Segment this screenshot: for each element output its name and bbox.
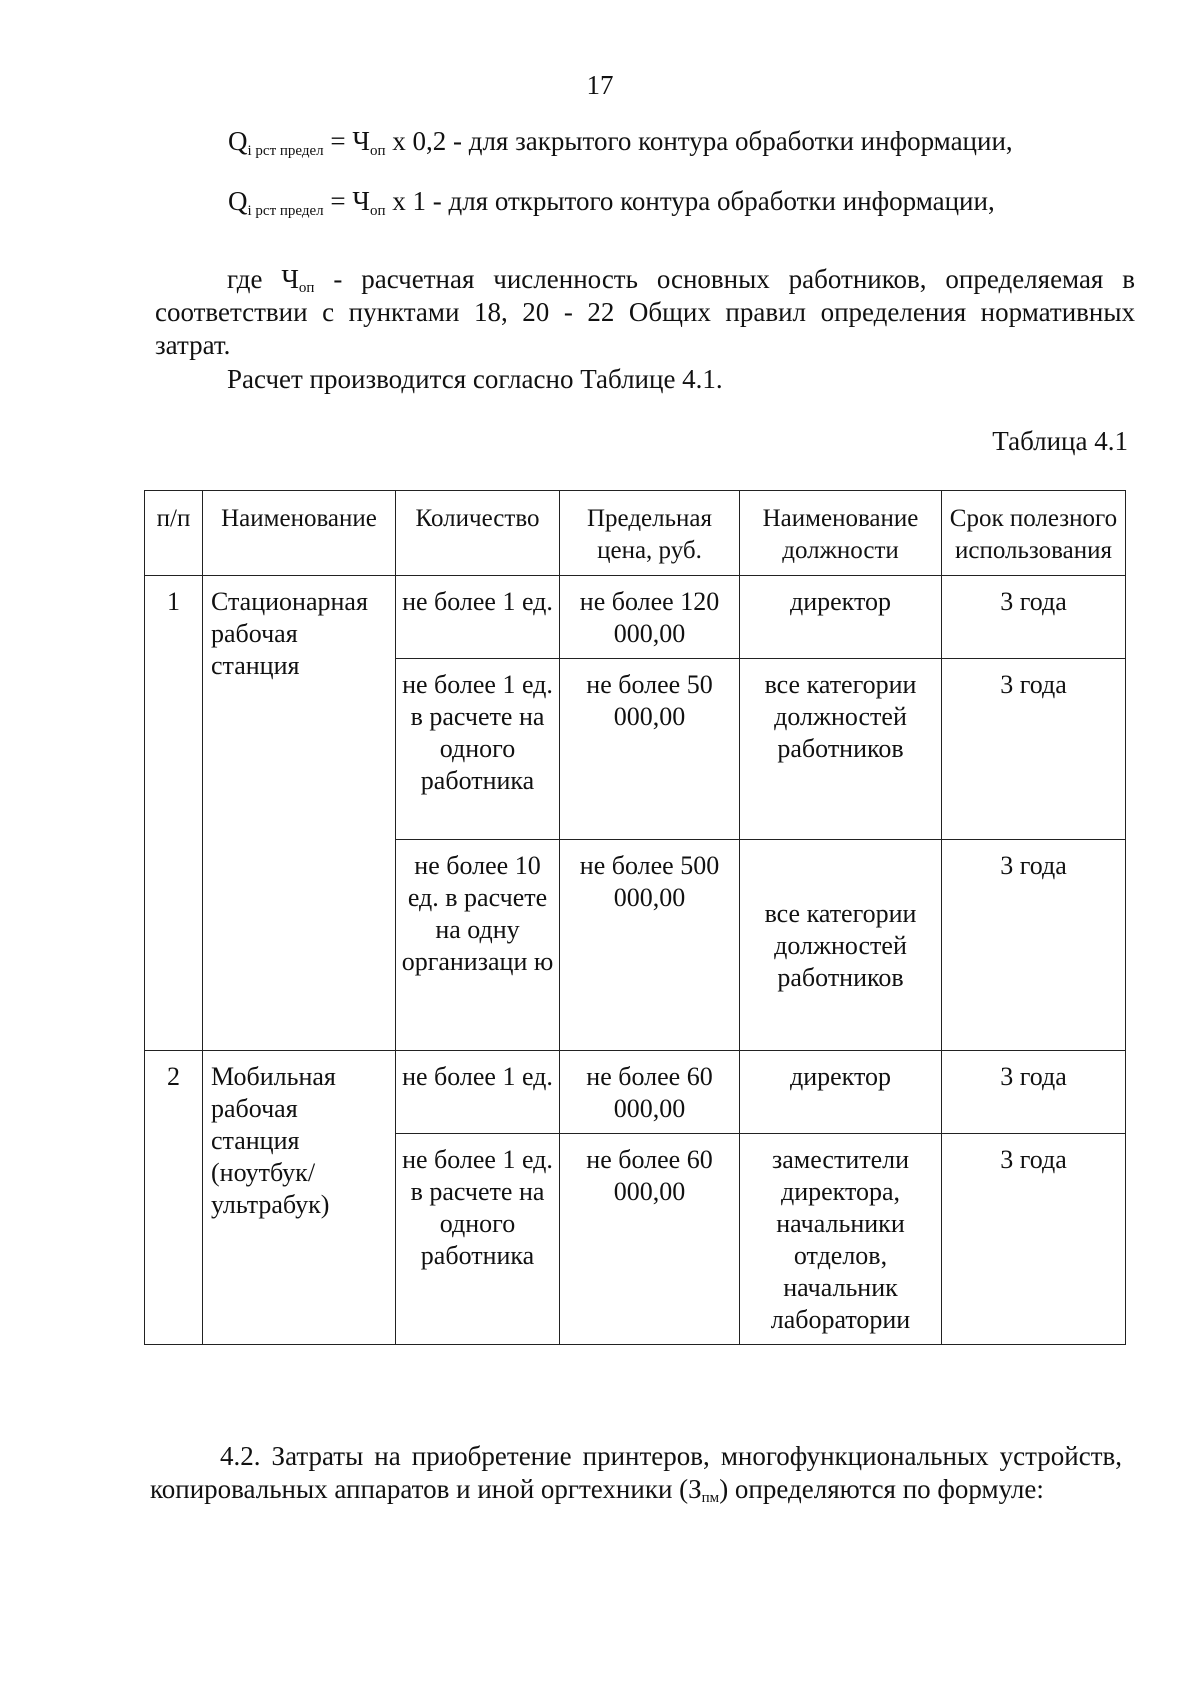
formula-ch-subscript: оп — [369, 203, 386, 219]
section-subscript: пм — [701, 1490, 720, 1506]
section-4-2-paragraph — [150, 1440, 1122, 1506]
term-cell: 3 года — [942, 576, 1126, 659]
calc-line: Расчет производится согласно Таблице 4.1. — [227, 364, 723, 394]
formula-eq: = Ч — [323, 126, 370, 156]
formula-eq: = Ч — [323, 186, 370, 216]
formula-rest: х 1 - для открытого контура обработки информации, — [385, 186, 995, 216]
price-cell: не более 60 000,00 — [560, 1051, 740, 1134]
group-name: Стационарная рабочая станция — [203, 576, 396, 1051]
group-num: 2 — [145, 1051, 203, 1345]
header-num: п/п — [145, 491, 203, 576]
term-cell: 3 года — [942, 659, 1126, 840]
formula-q: Q — [228, 126, 248, 156]
group-name: Мобильная рабочая станция (ноутбук/ ультрабук) — [203, 1051, 396, 1345]
where-rest: - расчетная численность основных работников, определяемая в соответствии с пунктами 18, 20 - 22 Общих правил определения нормативных затрат. — [155, 264, 1136, 360]
term-cell: 3 года — [942, 1134, 1126, 1345]
position-cell: директор — [740, 576, 942, 659]
qty-cell: не более 1 ед. — [396, 1051, 560, 1134]
qty-cell: не более 10 ед. в расчете на одну организаци ю — [396, 840, 560, 1051]
formula-closed-contour — [228, 126, 1013, 160]
group-num: 1 — [145, 576, 203, 1051]
formula-rest: х 0,2 - для закрытого контура обработки информации, — [385, 126, 1013, 156]
qty-cell: не более 1 ед. — [396, 576, 560, 659]
formula-ch-subscript: оп — [369, 143, 386, 159]
price-cell: не более 120 000,00 — [560, 576, 740, 659]
table-header-row — [145, 491, 1126, 576]
table-row — [145, 576, 1126, 659]
qty-cell: не более 1 ед. в расчете на одного работника — [396, 659, 560, 840]
header-price: Предельная цена, руб. — [560, 491, 740, 576]
position-cell: все категории должностей работников — [740, 840, 942, 1051]
term-cell: 3 года — [942, 1051, 1126, 1134]
price-cell: не более 50 000,00 — [560, 659, 740, 840]
position-cell: директор — [740, 1051, 942, 1134]
header-term: Срок полезного использования — [942, 491, 1126, 576]
header-qty: Количество — [396, 491, 560, 576]
header-position: Наименование должности — [740, 491, 942, 576]
where-paragraph — [155, 263, 1135, 362]
page-number: 17 — [586, 70, 614, 100]
where-start: где Ч — [227, 264, 299, 294]
price-cell: не более 500 000,00 — [560, 840, 740, 1051]
table-caption: Таблица 4.1 — [992, 426, 1128, 456]
table-row — [145, 1051, 1126, 1134]
formula-q-subscript: i рст предел — [247, 143, 324, 159]
where-subscript: оп — [298, 280, 315, 296]
formula-open-contour — [228, 186, 995, 220]
spec-table — [144, 490, 1126, 1345]
formula-q-subscript: i рст предел — [247, 203, 324, 219]
price-cell: не более 60 000,00 — [560, 1134, 740, 1345]
position-cell: заместители директора, начальники отделов, начальник лаборатории — [740, 1134, 942, 1345]
term-cell: 3 года — [942, 840, 1126, 1051]
position-cell: все категории должностей работников — [740, 659, 942, 840]
header-name: Наименование — [203, 491, 396, 576]
formula-q: Q — [228, 186, 248, 216]
section-rest: ) определяются по формуле: — [719, 1474, 1044, 1504]
qty-cell: не более 1 ед. в расчете на одного работника — [396, 1134, 560, 1345]
section-start: 4.2. Затраты на приобретение принтеров, многофункциональных устройств, копировальных аппаратов и иной оргтехники (З — [150, 1441, 1122, 1504]
